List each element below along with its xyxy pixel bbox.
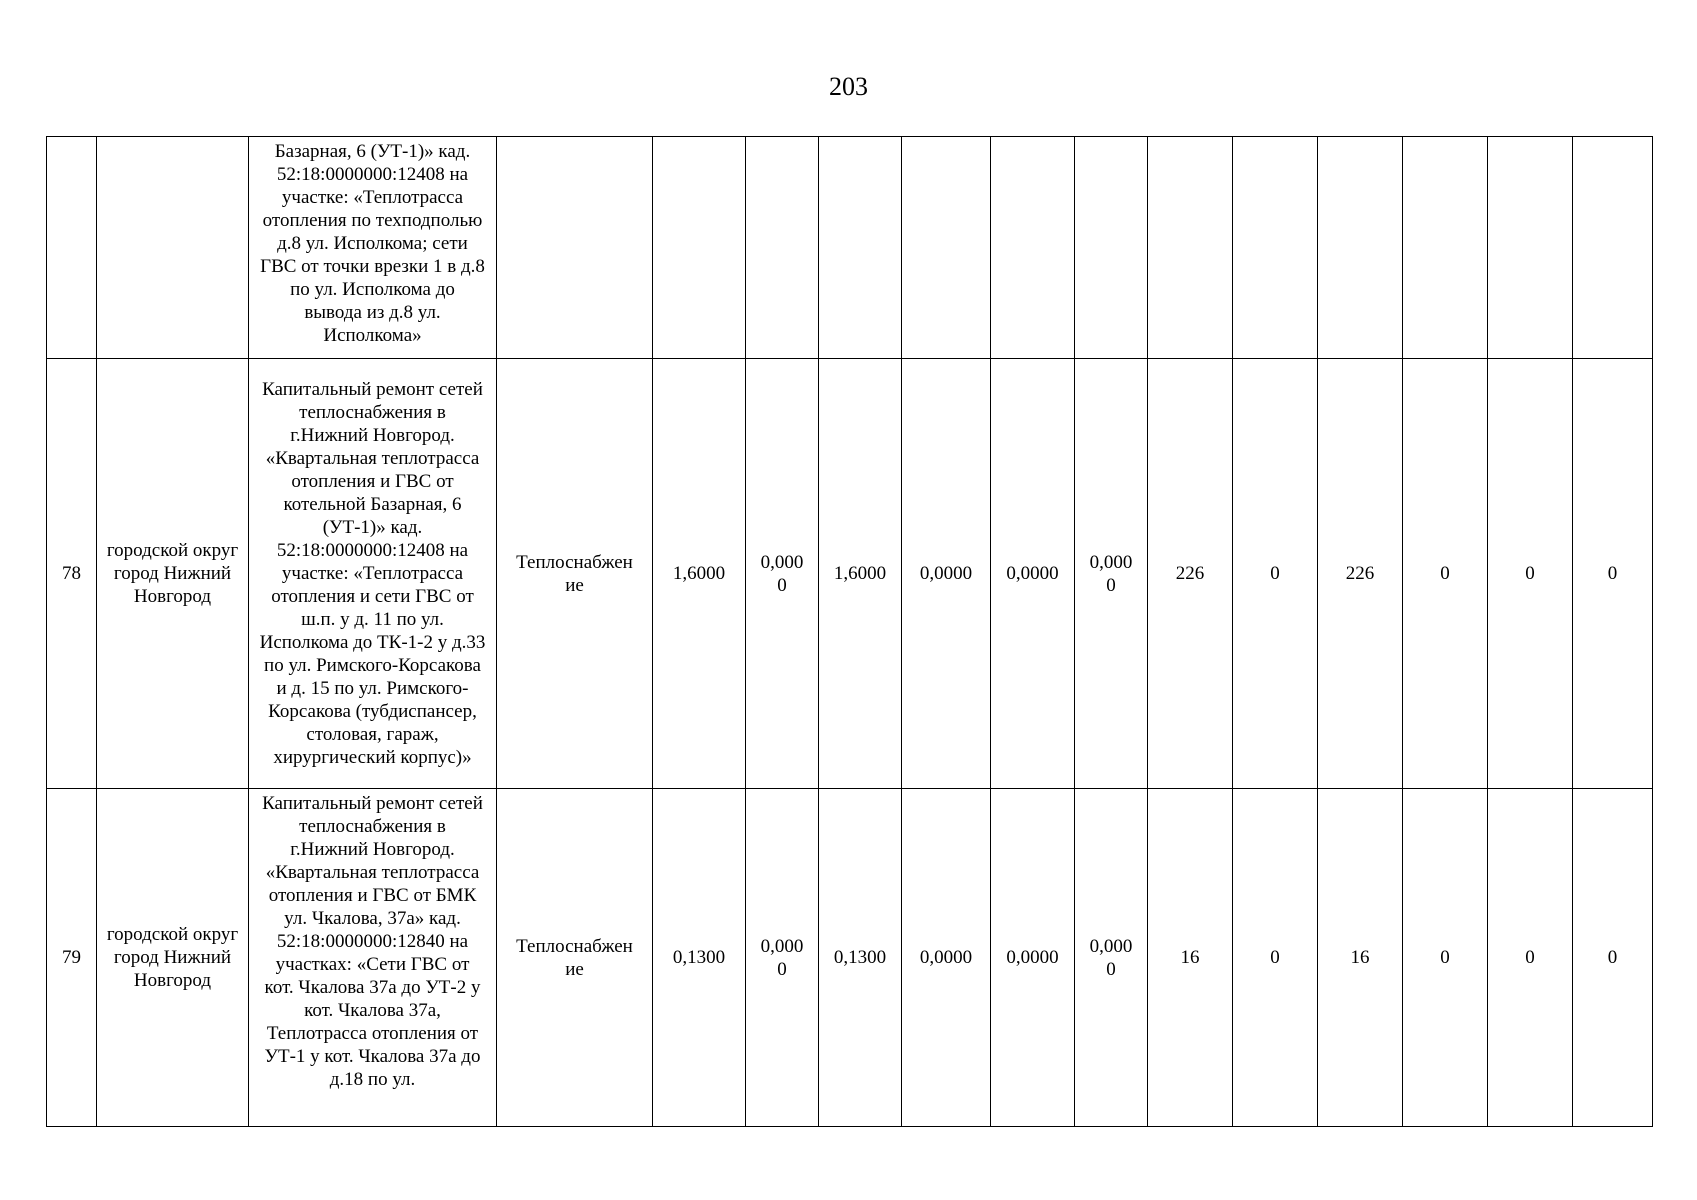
page-number: 203 [829, 72, 868, 101]
value-cell: 0,000 0 [1075, 359, 1148, 789]
value-cell: 0,000 0 [746, 359, 819, 789]
description-cell: Капитальный ремонт сетей теплоснабжения в г.Нижний Новгород. «Квартальная теплотрасса отопления и ГВС от котельной Базарная, 6 (УТ-1)» кад. 52:18:0000000:12408 на участке: «Теплотрасса отопления и сети ГВС от ш.п. у д. 11 по ул. Исполкома до ТК-1-2 у д.33 по ул. Римского-Корсакова и д. 15 по ул. Римского-Корсакова (тубдиспансер, столовая, гараж, хирургический корпус)» [249, 359, 497, 789]
value-cell [1075, 137, 1148, 359]
type-cell [497, 137, 653, 359]
value-cell: 0,0000 [991, 359, 1075, 789]
value-cell [819, 137, 902, 359]
value-cell: 0,0000 [991, 789, 1075, 1127]
value-cell [1488, 137, 1573, 359]
value-cell: 0,000 0 [1075, 789, 1148, 1127]
value-cell: 0 [1403, 789, 1488, 1127]
value-cell: 0 [1488, 789, 1573, 1127]
value-cell: 0 [1233, 789, 1318, 1127]
value-cell [902, 137, 991, 359]
value-cell [1148, 137, 1233, 359]
value-cell: 0,1300 [819, 789, 902, 1127]
municipality-cell: городской округ город Нижний Новгород [97, 359, 249, 789]
row-number: 78 [47, 359, 97, 789]
value-cell: 0 [1573, 359, 1653, 789]
value-cell: 0,0000 [902, 789, 991, 1127]
table-row [47, 789, 1653, 1127]
value-cell [991, 137, 1075, 359]
value-cell: 0,0000 [902, 359, 991, 789]
value-cell [1233, 137, 1318, 359]
table-row [47, 137, 1653, 359]
row-number: 79 [47, 789, 97, 1127]
description-cell: Капитальный ремонт сетей теплоснабжения в г.Нижний Новгород. «Квартальная теплотрасса отопления и ГВС от БМК ул. Чкалова, 37а» кад. 52:18:0000000:12840 на участках: «Сети ГВС от кот. Чкалова 37а до УТ-2 у кот. Чкалова 37а, Теплотрасса отопления от УТ-1 у кот. Чкалова 37а до д.18 по ул. [249, 789, 497, 1127]
value-cell: 0 [1233, 359, 1318, 789]
row-number [47, 137, 97, 359]
description-cell: Базарная, 6 (УТ-1)» кад. 52:18:0000000:12408 на участке: «Теплотрасса отопления по техподполью д.8 ул. Исполкома; сети ГВС от точки врезки 1 в д.8 по ул. Исполкома до вывода из д.8 ул. Исполкома» [249, 137, 497, 359]
value-cell: 226 [1318, 359, 1403, 789]
data-table [46, 136, 1653, 1127]
value-cell [653, 137, 746, 359]
municipality-cell [97, 137, 249, 359]
value-cell [1318, 137, 1403, 359]
value-cell: 0 [1573, 789, 1653, 1127]
value-cell [746, 137, 819, 359]
value-cell: 0,1300 [653, 789, 746, 1127]
municipality-cell: городской округ город Нижний Новгород [97, 789, 249, 1127]
value-cell [1403, 137, 1488, 359]
value-cell: 16 [1318, 789, 1403, 1127]
value-cell: 0 [1488, 359, 1573, 789]
value-cell: 16 [1148, 789, 1233, 1127]
value-cell: 1,6000 [819, 359, 902, 789]
type-cell: Теплоснабжен ие [497, 789, 653, 1127]
value-cell: 1,6000 [653, 359, 746, 789]
value-cell [1573, 137, 1653, 359]
value-cell: 0,000 0 [746, 789, 819, 1127]
value-cell: 226 [1148, 359, 1233, 789]
table-row [47, 359, 1653, 789]
value-cell: 0 [1403, 359, 1488, 789]
type-cell: Теплоснабжен ие [497, 359, 653, 789]
